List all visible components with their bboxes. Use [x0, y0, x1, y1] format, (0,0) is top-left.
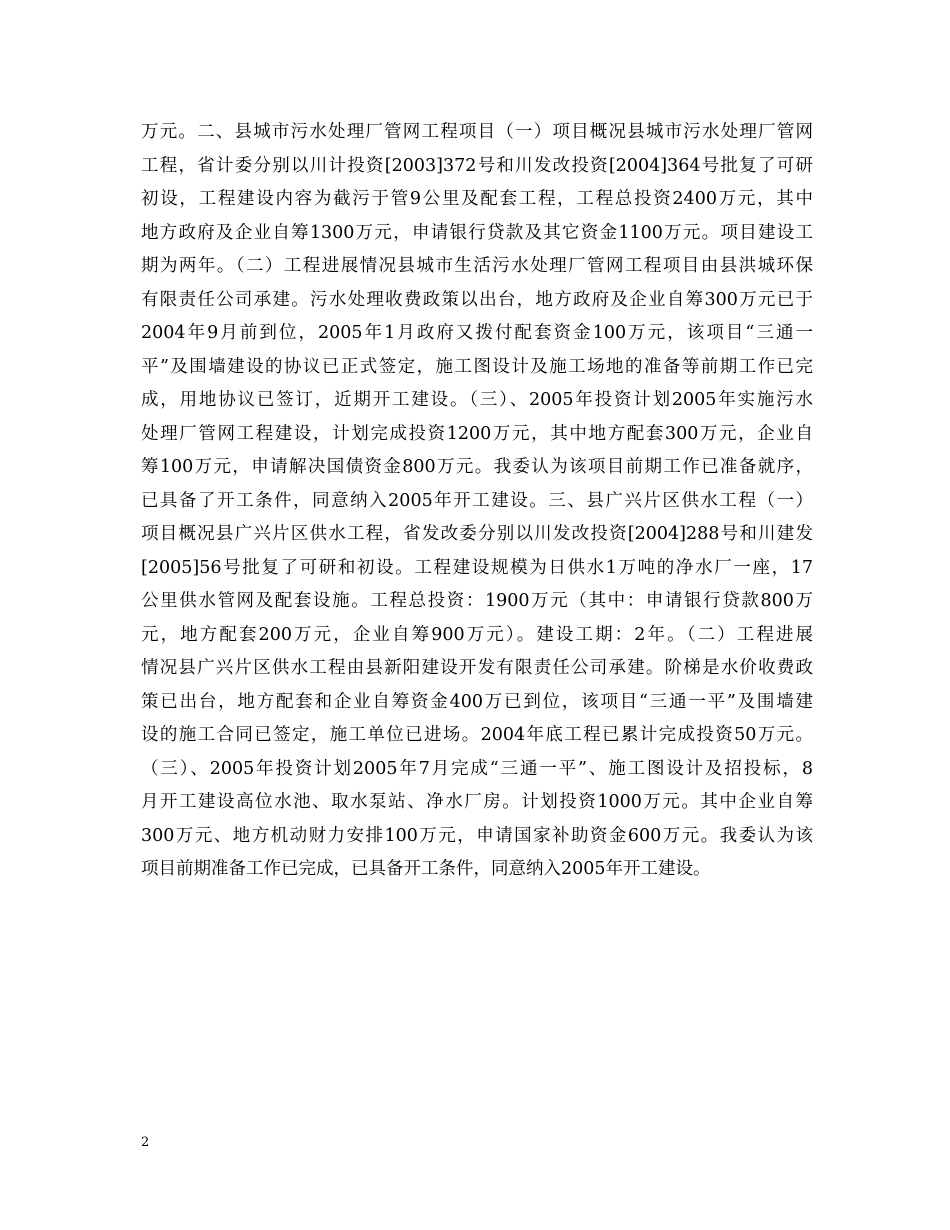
text-line: [2005]56号批复了可研和初设。工程建设规模为日供水1万吨的净水厂一座，17 — [141, 557, 813, 578]
text-line: 策已出台，地方配套和企业自筹资金400万已到位，该项目“三通一平”及围墙建 — [141, 691, 813, 712]
text-line: 处理厂管网工程建设，计划完成投资1200万元，其中地方配套300万元，企业自 — [141, 423, 813, 444]
text-line: 2004年9月前到位，2005年1月政府又拨付配套资金100万元，该项目“三通一 — [141, 323, 813, 343]
text-line: 万元。二、县城市污水处理厂管网工程项目（一）项目概况县城市污水处理厂管网 — [141, 122, 813, 142]
text-line: 工程，省计委分别以川计投资[2003]372号和川发改投资[2004]364号批复了可研 — [141, 155, 813, 176]
text-line: 成，用地协议已签订，近期开工建设。（三）、2005年投资计划2005年实施污水 — [141, 390, 813, 410]
text-line: 平”及围墙建设的协议已正式签定，施工图设计及施工场地的准备等前期工作已完 — [141, 356, 813, 377]
body-text — [141, 116, 813, 887]
text-line: 项目前期准备工作已完成，已具备开工条件，同意纳入2005年开工建设。 — [141, 859, 711, 879]
text-line: （三）、2005年投资计划2005年7月完成“三通一平”、施工图设计及招投标，8 — [141, 758, 813, 779]
text-line: 月开工建设高位水池、取水泵站、净水厂房。计划投资1000万元。其中企业自筹 — [141, 792, 813, 812]
text-line: 有限责任公司承建。污水处理收费政策以出台，地方政府及企业自筹300万元已于 — [141, 289, 813, 310]
text-line: 项目概况县广兴片区供水工程，省发改委分别以川发改投资[2004]288号和川建发 — [141, 524, 813, 544]
text-line: 期为两年。（二）工程进展情况县城市生活污水处理厂管网工程项目由县洪城环保 — [141, 256, 813, 276]
text-line: 情况县广兴片区供水工程由县新阳建设开发有限责任公司承建。阶梯是水价收费政 — [141, 658, 813, 678]
text-line: 公里供水管网及配套设施。工程总投资：1900万元（其中：申请银行贷款800万 — [141, 591, 813, 611]
text-line: 元，地方配套200万元，企业自筹900万元）。建设工期：2年。（二）工程进展 — [141, 624, 813, 645]
text-line: 初设，工程建设内容为截污于管9公里及配套工程，工程总投资2400万元，其中 — [141, 189, 813, 209]
text-line: 已具备了开工条件，同意纳入2005年开工建设。三、县广兴片区供水工程（一） — [141, 490, 813, 511]
text-line: 筹100万元，申请解决国债资金800万元。我委认为该项目前期工作已准备就序， — [141, 457, 813, 477]
text-line: 地方政府及企业自筹1300万元，申请银行贷款及其它资金1100万元。项目建设工 — [141, 222, 813, 243]
page-number: 2 — [141, 1135, 150, 1150]
text-line: 300万元、地方机动财力安排100万元，申请国家补助资金600万元。我委认为该 — [141, 825, 813, 846]
text-line: 设的施工合同已签定，施工单位已进场。2004年底工程已累计完成投资50万元。 — [141, 725, 813, 745]
